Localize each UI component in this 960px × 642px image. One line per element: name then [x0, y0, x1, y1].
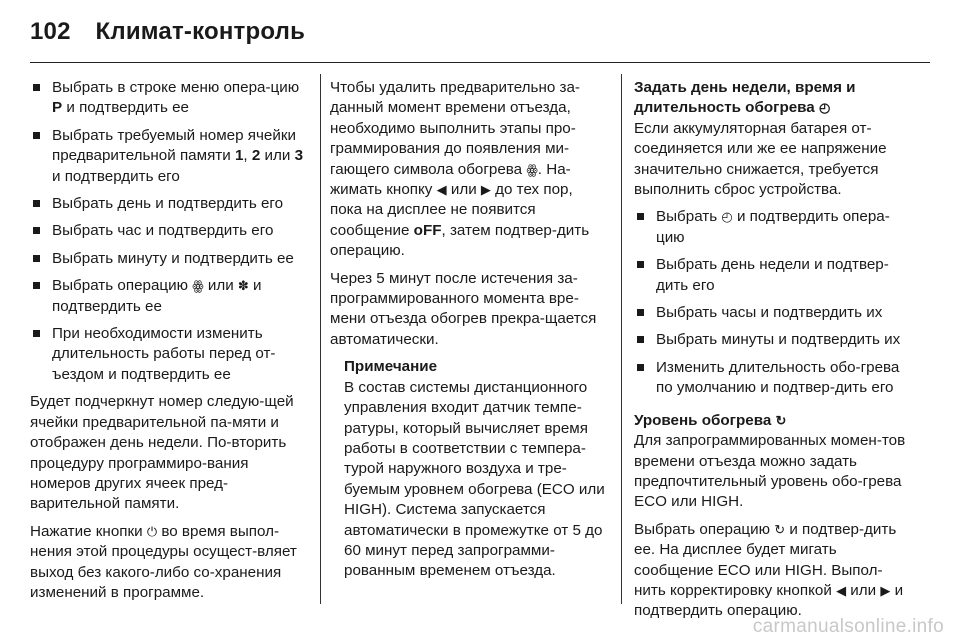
- list-item: Выбрать час и подтвердить его: [30, 221, 308, 241]
- paragraph: Через 5 минут после истечения за-программированного момента вре-мени отъезда обогрев прекра-щается автоматически.: [330, 269, 597, 348]
- bold-term: 3: [294, 147, 304, 165]
- paragraph: Чтобы удалить предварительно за-данный момент времени отъезда, необходимо выполнить этапы про-граммирования до появления ми-гающего символа обогрева ꙮ. На-жимать кнопку ◀ или ▶ до тех пор, пока на дисплее не появится сообщение oFF, затем подтвер-дить операцию.: [330, 79, 590, 260]
- symbol-icon: ↻: [775, 412, 787, 428]
- section-heading: Задать день недели, время и длительность обогрева ◴: [634, 79, 856, 117]
- paragraph: Для запрограммированных момен-тов времени отъезда можно задать предпочтительный уровень обо-грева ECO или HIGH.: [634, 432, 906, 511]
- bold-term: oFF: [413, 221, 442, 239]
- column-middle: [330, 78, 606, 582]
- list-item: При необходимости изменить длительность работы перед от-ъездом и подтвердить ее: [30, 324, 308, 385]
- symbol-icon: ⏻: [146, 523, 158, 539]
- list-item: Выбрать ◴ и подтвердить опера-цию: [634, 207, 906, 248]
- column-right: [634, 78, 906, 629]
- list-item: Выбрать в строке меню опера-цию P и подтвердить ее: [30, 78, 308, 119]
- list-item: Выбрать день недели и подтвер-дить его: [634, 255, 906, 296]
- symbol-icon: ↻: [774, 521, 786, 537]
- paragraph: Будет подчеркнут номер следую-щей ячейки предварительной па-мяти и отображен день недели. По-вторить процедуру программиро-вания номеров других ячеек пред-варительной памяти.: [30, 393, 294, 513]
- list-item: Выбрать минуту и подтвердить ее: [30, 249, 308, 269]
- note-title: Примечание: [344, 358, 438, 376]
- symbol-icon: ꙮ: [526, 161, 538, 177]
- symbol-icon: ✽: [237, 278, 249, 294]
- page-number: 102: [30, 18, 71, 45]
- paragraph: Выбрать операцию ↻ и подтвер-дить ее. На дисплее будет мигать сообщение ECO или HIGH. Выпол-нить корректировку кнопкой ◀ или ▶ и подтвердить операцию.: [634, 520, 904, 620]
- symbol-icon: ▶: [480, 182, 491, 198]
- list-item: Выбрать минуты и подтвердить их: [634, 330, 906, 350]
- symbol-icon: ꙮ: [192, 278, 204, 294]
- page-title: Климат-контроль: [95, 18, 306, 45]
- column-divider: [320, 74, 321, 604]
- symbol-icon: ◴: [818, 100, 831, 116]
- list-item: Изменить длительность обо-грева по умолчанию и подтвер-дить его: [634, 358, 906, 399]
- column-divider: [621, 74, 622, 604]
- header-rule: [30, 62, 930, 63]
- page-header: [30, 18, 305, 46]
- column-left: [30, 78, 308, 610]
- symbol-icon: ▶: [880, 582, 891, 598]
- watermark: carmanualsonline.info: [752, 616, 944, 637]
- note-text: В состав системы дистанционного управления входит датчик темпе-ратуры, который вычисляет время работы в соответствии с темпера-турой наружного воздуха и тре-буемым уровнем обогрева (ECO или HIGH). Система запускается автоматически в промежутке от 5 до 60 минут перед запрограмми-рованным временем отъезда.: [344, 378, 605, 580]
- steps-list: [634, 207, 906, 398]
- paragraphs: [330, 78, 606, 350]
- list-item: Выбрать часы и подтвердить их: [634, 303, 906, 323]
- steps-list: [30, 78, 308, 385]
- symbol-icon: ◴: [721, 209, 733, 225]
- paragraph: Нажатие кнопки ⏻ во время выпол-нения этой процедуры осущест-вляет выход без какого-либо со-хранения изменений в программе.: [30, 522, 297, 601]
- bold-term: P: [52, 99, 63, 117]
- bold-term: 2: [251, 147, 261, 165]
- list-item: Выбрать день и подтвердить его: [30, 194, 308, 214]
- list-item: Выбрать требуемый номер ячейки предварительной памяти 1, 2 или 3 и подтвердить его: [30, 126, 308, 187]
- section-heading: Уровень обогрева ↻: [634, 411, 787, 429]
- symbol-icon: ◀: [836, 582, 847, 598]
- note-box: [344, 357, 606, 581]
- paragraphs: [634, 431, 906, 622]
- bold-term: 1: [234, 147, 244, 165]
- symbol-icon: ◀: [436, 182, 447, 198]
- list-item: Выбрать операцию ꙮ или ✽ и подтвердить ее: [30, 276, 308, 317]
- paragraphs: [30, 392, 308, 603]
- paragraph: Если аккумуляторная батарея от-соединяется или же ее напряжение значительно снижается, требуется выполнить сброс устройства.: [634, 119, 887, 199]
